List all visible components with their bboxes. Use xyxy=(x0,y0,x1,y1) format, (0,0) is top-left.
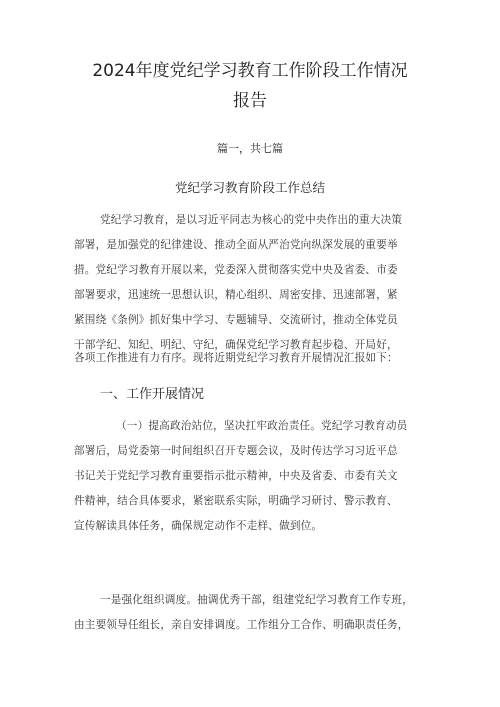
document-title-line-1: 2024年度党纪学习教育工作阶段工作情况 xyxy=(92,61,408,81)
paragraph-1-line: 措。党纪学习教育开展以来，党委深入贯彻落实党中央及省委、市委 xyxy=(74,264,398,276)
paragraph-2-line: 件精神，结合具体要求，紧密联系实际，明确学习研讨、警示教育、 xyxy=(74,495,398,507)
paragraph-1-line: 党纪学习教育，是以习近平同志为核心的党中央作出的重大决策 xyxy=(100,214,403,226)
paragraph-3-line: 一是强化组织调度。抽调优秀干部，组建党纪学习教育工作专班， xyxy=(100,594,414,606)
paragraph-1-line: 部署，是加强党的纪律建设、推动全面从严治党向纵深发展的重要举 xyxy=(74,239,398,251)
part-subheading: 篇一，共七篇 xyxy=(217,142,283,155)
paragraph-2-line: 书记关于党纪学习教育重要指示批示精神，中央及省委、市委有关文 xyxy=(74,470,398,482)
paragraph-1-line: 干部学纪、知纪、明纪、守纪，确保党纪学习教育起步稳、开局好， xyxy=(74,339,398,351)
heading-work-progress: 一、工作开展情况 xyxy=(100,387,205,402)
paragraph-1-line: 各项工作推进有力有序。现将近期党纪学习教育开展情况汇报如下： xyxy=(74,352,398,364)
paragraph-1-line: 部署要求，迅速统一思想认识，精心组织、周密安排、迅速部署，紧 xyxy=(74,289,398,301)
paragraph-2-line: 宣传解读具体任务，确保规定动作不走样、做到位。 xyxy=(74,520,323,532)
paragraph-2-line: （一）提高政治站位，坚决扛牢政治责任。党纪学习教育动员 xyxy=(116,420,408,432)
paragraph-1-line: 紧围绕《条例》抓好集中学习、专题辅导、交流研讨，推动全体党员 xyxy=(74,314,398,326)
paragraph-3-line: 由主要领导任组长，亲自安排调度。工作组分工合作、明确职责任务， xyxy=(74,619,409,631)
paragraph-2-line: 部署后，局党委第一时间组织召开专题会议，及时传达学习习近平总 xyxy=(74,445,398,457)
section-title: 党纪学习教育阶段工作总结 xyxy=(174,180,325,195)
document-title-line-2: 报告 xyxy=(233,91,267,111)
